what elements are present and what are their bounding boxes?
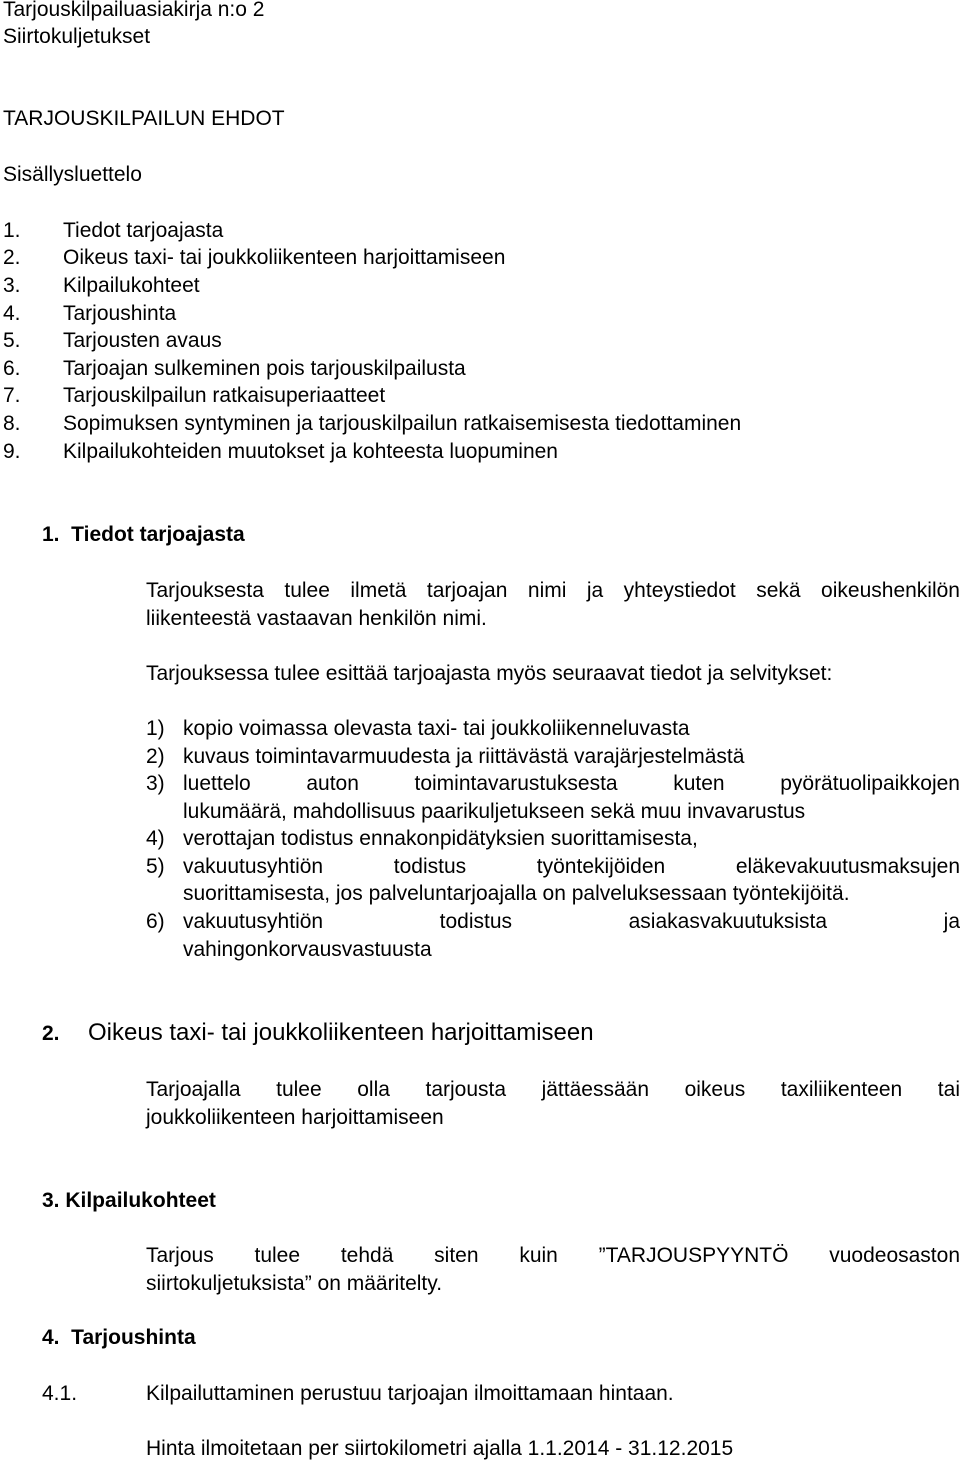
list-item-text-continuation: vahingonkorvausvastuusta [183,938,432,961]
toc-item-text: Oikeus taxi- tai joukkoliikenteen harjoittamiseen [63,246,506,269]
toc-item-text: Tarjoajan sulkeminen pois tarjouskilpailusta [63,357,466,380]
toc-item-text: Tarjouskilpailun ratkaisuperiaatteet [63,384,386,407]
list-item-text: vakuutusyhtiön todistus asiakasvakuutuksista ja [183,910,960,933]
toc-item [0,382,960,409]
toc-item-text: Sopimuksen syntyminen ja tarjouskilpailun ratkaisemisesta tiedottaminen [63,412,742,435]
toc-item-number: 1. [3,219,21,242]
list-item-text: luettelo auton toimintavarustuksesta kuten pyörätuolipaikkojen [183,772,960,795]
section-2-text-line-1: Tarjoajalla tulee olla tarjousta jättäessään oikeus taxiliikenteen tai [146,1078,960,1101]
document-header-line1: Tarjouskilpailuasiakirja n:o 2 [3,0,265,21]
list-item-text: kopio voimassa olevasta taxi- tai joukkoliikenneluvasta [183,717,690,740]
toc-item-number: 7. [3,384,21,407]
toc-item-number: 6. [3,357,21,380]
list-item-number: 2) [146,745,165,768]
toc-heading: Sisällysluettelo [3,163,142,186]
list-item-number: 4) [146,827,165,850]
toc-item-text: Tarjousten avaus [63,329,222,352]
list-item-text: kuvaus toimintavarmuudesta ja riittävästä varajärjestelmästä [183,745,745,768]
section-2-text-line-2: joukkoliikenteen harjoittamiseen [146,1106,444,1129]
toc-item-number: 2. [3,246,21,269]
toc-item-text: Tiedot tarjoajasta [63,219,224,242]
section-3-text-line-1: Tarjous tulee tehdä siten kuin ”TARJOUSPYYNTÖ vuodeosaston [146,1244,960,1267]
toc-item-number: 8. [3,412,21,435]
section-4-1-number: 4.1. [42,1382,78,1405]
list-item-text: vakuutusyhtiön todistus työntekijöiden eläkevakuutusmaksujen [183,855,960,878]
toc-item-number: 9. [3,440,21,463]
toc-item-text: Kilpailukohteiden muutokset ja kohteesta luopuminen [63,440,558,463]
toc-item [0,272,960,299]
toc-item-number: 3. [3,274,21,297]
section-2-heading: Oikeus taxi- tai joukkoliikenteen harjoittamiseen [88,1019,594,1046]
toc-item [0,300,960,327]
list-item-number: 3) [146,772,165,795]
section-1-paragraph-2: Tarjouksessa tulee esittää tarjoajasta myös seuraavat tiedot ja selvitykset: [146,662,833,685]
section-1-paragraph-1-line-2: liikenteestä vastaavan henkilön nimi. [146,607,487,630]
toc-item-text: Tarjoushinta [63,302,177,325]
list-item-number: 1) [146,717,165,740]
document-header-line2: Siirtokuljetukset [3,25,151,48]
toc-item [0,217,960,244]
toc-item [0,244,960,271]
toc-item [0,327,960,354]
section-4-1-text: Kilpailuttaminen perustuu tarjoajan ilmoittamaan hintaan. [146,1382,674,1405]
document-title: TARJOUSKILPAILUN EHDOT [3,107,285,130]
price-period-text: Hinta ilmoitetaan per siirtokilometri ajalla 1.1.2014 - 31.12.2015 [146,1437,734,1460]
toc-item [0,410,960,437]
section-1-heading: 1. Tiedot tarjoajasta [42,523,245,546]
toc-item-number: 4. [3,302,21,325]
toc-item-text: Kilpailukohteet [63,274,200,297]
section-4-heading: 4. Tarjoushinta [42,1326,196,1349]
section-1-paragraph-1-line-1: Tarjouksesta tulee ilmetä tarjoajan nimi ja yhteystiedot sekä oikeushenkilön [146,579,960,602]
toc-item [0,438,960,465]
toc-item-number: 5. [3,329,21,352]
section-2-number: 2. [42,1022,60,1045]
list-item-text: verottajan todistus ennakonpidätyksien suorittamisesta, [183,827,698,850]
list-item-number: 5) [146,855,165,878]
section-3-heading: 3. Kilpailukohteet [42,1189,216,1212]
list-item-text-continuation: suorittamisesta, jos palveluntarjoajalla on palveluksessaan työntekijöitä. [183,882,850,905]
toc-item [0,355,960,382]
list-item-number: 6) [146,910,165,933]
section-3-text-line-2: siirtokuljetuksista” on määritelty. [146,1272,443,1295]
list-item-text-continuation: lukumäärä, mahdollisuus paarikuljetukseen sekä muu invavarustus [183,800,806,823]
